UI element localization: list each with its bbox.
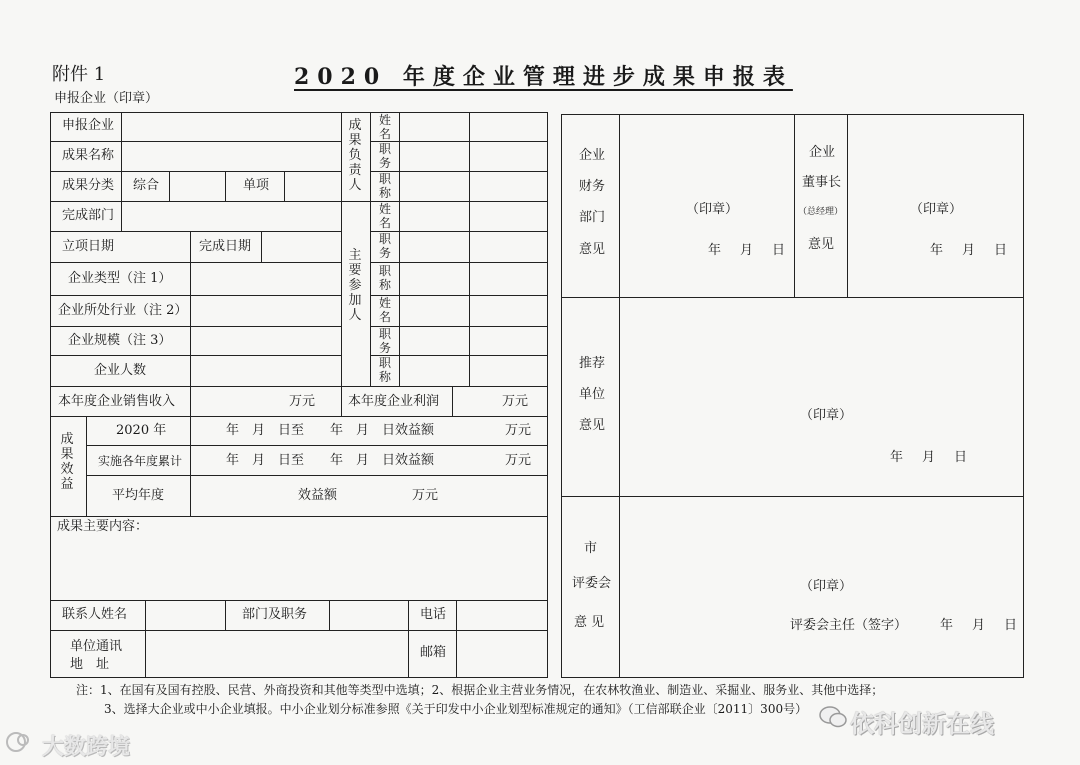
- result-name-label: 成果名称: [62, 148, 115, 163]
- chairman-label-3: （总经理）: [798, 207, 844, 217]
- city-label-1: 市: [584, 541, 598, 556]
- dept-label: 完成部门: [62, 208, 115, 223]
- note-line-2: 3、选择大企业或中小企业填报。中小企业划分标准参照《关于印发中小企业划型标准规定的通知》（工信部联企业〔2011〕300号）: [104, 702, 808, 716]
- leader-label: 成果负责人: [348, 118, 362, 193]
- city-label-3: 意 见: [574, 615, 605, 630]
- f-name-1: 姓名: [378, 113, 391, 141]
- f-rank-3: 职称: [378, 356, 391, 384]
- profit-unit: 万元: [502, 394, 529, 409]
- chairman-label-4: 意见: [808, 237, 835, 252]
- category-single: 单项: [243, 178, 270, 193]
- left-watermark-text: 大数跨境: [42, 735, 131, 760]
- scale-label: 企业规模（注 3）: [68, 333, 172, 348]
- f-title-3: 职务: [378, 327, 391, 355]
- city-stamp: （印章）: [800, 579, 853, 594]
- participants-label: 主要参加人: [348, 248, 362, 323]
- recommend-date: 年 月 日: [890, 450, 971, 465]
- end-date-label: 完成日期: [199, 239, 252, 254]
- employees-label: 企业人数: [94, 363, 147, 378]
- chairman-stamp: （印章）: [910, 202, 963, 217]
- f-title-2: 职务: [378, 232, 391, 260]
- period-2020-unit: 万元: [505, 423, 532, 438]
- director-sign-label: 评委会主任（签字）: [790, 618, 908, 633]
- recommend-opinion-label: 推荐单位意见: [578, 356, 605, 434]
- chairman-date: 年 月 日: [930, 243, 1011, 258]
- period-2020: 年 月 日至 年 月 日效益额: [226, 423, 435, 438]
- f-name-2: 姓名: [378, 202, 391, 230]
- finance-opinion-label: 企业财务部门意见: [578, 148, 605, 257]
- chairman-label-1: 企业: [809, 145, 836, 160]
- f-rank-2: 职称: [378, 264, 391, 292]
- phone-label: 电话: [420, 607, 447, 622]
- email-label: 邮箱: [420, 645, 447, 660]
- sales-label: 本年度企业销售收入: [58, 394, 176, 409]
- city-label-2: 评委会: [572, 576, 612, 591]
- cumulative-label: 实施各年度累计: [98, 454, 183, 468]
- note-line-1: 注：1、在国有及国有控股、民营、外商投资和其他等类型中选填；2、根据企业主营业务情况，在农林牧渔业、制造业、采掘业、服务业、其他中选择；: [76, 683, 884, 697]
- city-date: 年 月 日: [940, 618, 1021, 633]
- right-watermark-text: 依科创新在线: [850, 710, 994, 738]
- recommend-stamp: （印章）: [800, 408, 853, 423]
- contact-name-label: 联系人姓名: [62, 607, 128, 622]
- period-cumulative-unit: 万元: [505, 453, 532, 468]
- profit-label: 本年度企业利润: [348, 394, 440, 409]
- form-title: 2020 年度企业管理进步成果申报表: [294, 64, 793, 90]
- benefit-amount-label: 效益额: [298, 488, 338, 503]
- content-label: 成果主要内容：: [57, 519, 149, 534]
- f-rank-1: 职称: [378, 172, 391, 200]
- wechat-icon: [818, 704, 848, 730]
- dept-position-label: 部门及职务: [242, 607, 308, 622]
- address-label: 单位通讯 地 址: [70, 639, 123, 672]
- category-label: 成果分类: [62, 178, 115, 193]
- company-type-label: 企业类型（注 1）: [68, 271, 172, 286]
- category-comprehensive: 综合: [133, 178, 160, 193]
- finance-date: 年 月 日: [708, 243, 789, 258]
- sales-unit: 万元: [289, 394, 316, 409]
- industry-label: 企业所处行业（注 2）: [58, 303, 188, 318]
- applicant-label: 申报企业: [62, 118, 115, 133]
- attachment-label: 附件 1: [52, 64, 106, 85]
- average-unit: 万元: [412, 488, 439, 503]
- left-watermark-icon: [4, 730, 32, 754]
- start-date-label: 立项日期: [62, 239, 115, 254]
- average-label: 平均年度: [112, 488, 165, 503]
- applicant-stamp-label: 申报企业（印章）: [54, 91, 159, 106]
- f-name-3: 姓名: [378, 296, 391, 324]
- finance-stamp: （印章）: [686, 202, 739, 217]
- chairman-label-2: 董事长: [802, 175, 842, 190]
- period-cumulative: 年 月 日至 年 月 日效益额: [226, 453, 435, 468]
- benefit-label: 成果效益: [60, 432, 74, 492]
- year-2020-label: 2020 年: [116, 423, 167, 438]
- f-title-1: 职务: [378, 142, 391, 170]
